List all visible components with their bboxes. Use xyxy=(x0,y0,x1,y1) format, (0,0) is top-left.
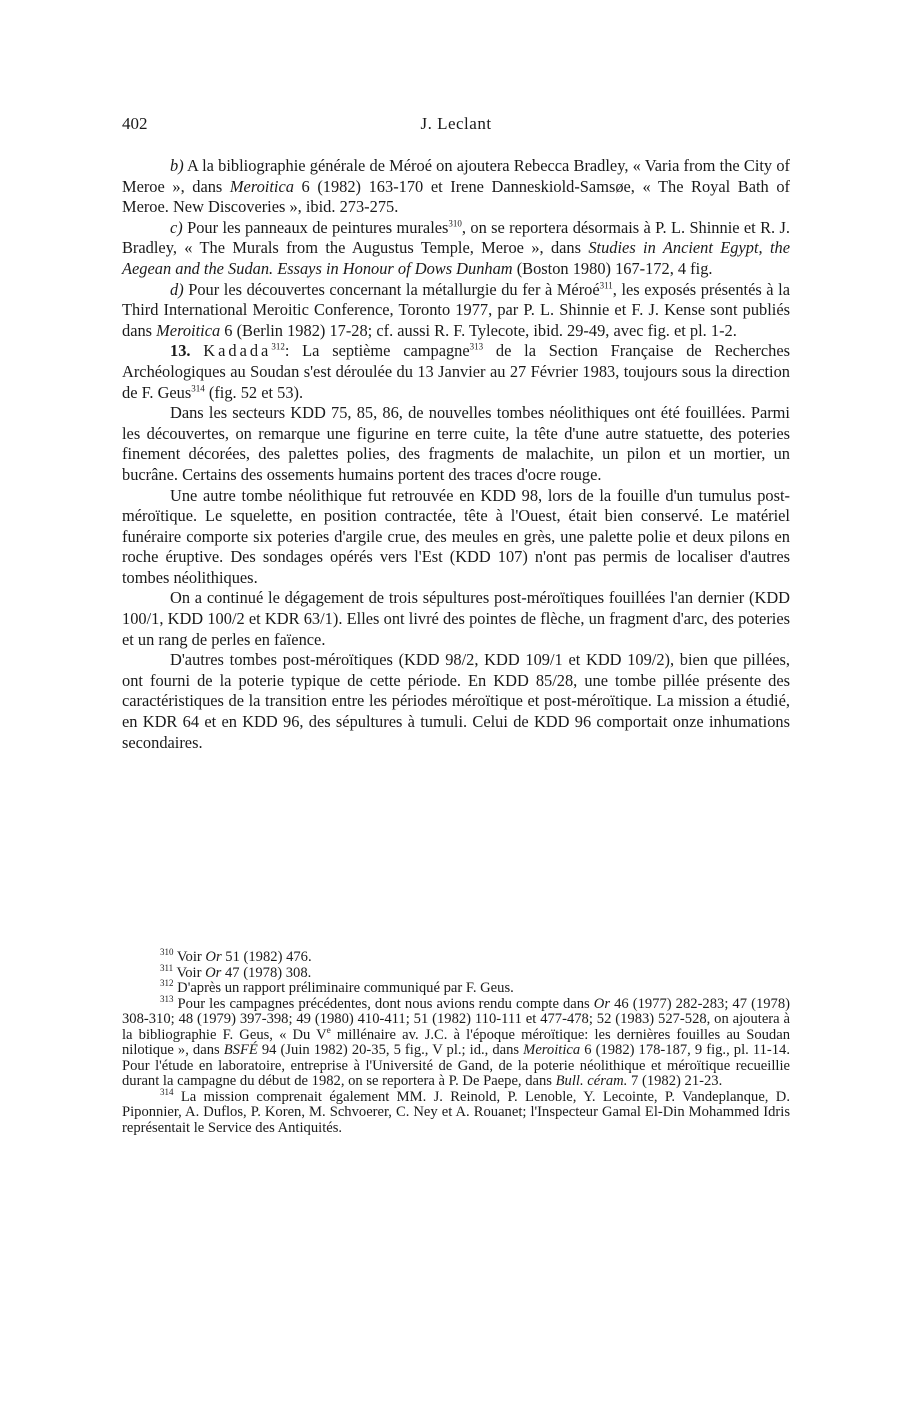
page-header xyxy=(122,114,790,138)
reference-mark: e xyxy=(326,1024,331,1035)
text-run: 6 (1982) 163-170 et Irene Danneskiold-Samsøe, « The Royal Bath of Meroe. New Discoveries », ibid. 273-275. xyxy=(122,176,791,217)
text-run: (fig. 52 et 53). xyxy=(204,382,304,402)
paragraph xyxy=(122,156,790,218)
text-run: de la Section Française de Recherches Archéologiques au Soudan s'est déroulée du 13 Janvier au 27 Février 1983, toujours sous la direction de F. Geus xyxy=(122,341,791,402)
text-run: 6 (Berlin 1982) 17-28; cf. aussi R. F. Tylecote, ibid. 29-49, avec fig. et pl. 1-2. xyxy=(220,320,737,340)
text-run: 51 (1982) 476. xyxy=(221,949,312,965)
text-run: millénaire av. J.C. à l'époque méroïtique: les dernières fouilles au Soudan nilotique », dans xyxy=(122,1026,790,1058)
paragraph-label: b) xyxy=(170,156,184,175)
text-run: Pour les découvertes concernant la métallurgie du fer à Méroé xyxy=(183,279,600,299)
text-run: (Boston 1980) 167-172, 4 fig. xyxy=(512,258,713,278)
footnote xyxy=(122,947,790,966)
footnote xyxy=(122,962,790,982)
italic-text: BSFÉ xyxy=(223,1042,258,1058)
text-run: : La septième campagne xyxy=(284,341,470,361)
text-run: Voir xyxy=(173,964,206,981)
reference-mark: 311 xyxy=(599,280,613,291)
paragraph xyxy=(122,588,790,650)
footnote-number: 314 xyxy=(160,1086,174,1097)
section-number: 13. xyxy=(170,341,204,361)
page-number: 402 xyxy=(122,114,148,133)
reference-mark: 313 xyxy=(469,341,484,352)
text-run: Dans les secteurs KDD 75, 85, 86, de nouvelles tombes néolithiques ont été fouillées. Parmi les découvertes, on remarque une figurine en terre cuite, la tête d'une autre statuette, des poteries finement décorées, des palettes polies, des fragments de malachite, un pilon et un mortier, un bucrâne. Certains des ossements humains portent des traces d'ocre rouge. xyxy=(122,403,790,484)
body-text xyxy=(122,156,790,753)
italic-text: Or xyxy=(593,995,611,1012)
text-run: A la bibliographie générale de Méroé on ajoutera Rebecca Bradley, « Varia from the City of Meroe », dans xyxy=(122,156,790,196)
paragraph xyxy=(122,403,790,485)
paragraph xyxy=(122,650,790,753)
paragraph-label: d) xyxy=(170,279,184,299)
text-run: Pour les campagnes précédentes, dont nous avions rendu compte dans xyxy=(173,995,594,1012)
running-head: J. Leclant xyxy=(420,114,492,133)
text-run: D'après un rapport préliminaire communiqué par F. Geus. xyxy=(173,980,514,996)
text-run: , on se reportera désormais à P. L. Shinnie et R. J. Bradley, « The Murals from the Augustus Temple, Meroe », dans xyxy=(122,217,790,258)
text-run: 47 (1978) 308. xyxy=(221,964,312,981)
italic-text: Meroitica xyxy=(229,176,294,196)
text-run: 94 (Juin 1982) 20-35, 5 fig., V pl.; id., dans xyxy=(257,1042,524,1058)
italic-text: Bull. céram. xyxy=(555,1073,628,1089)
footnote-number: 313 xyxy=(160,993,174,1004)
reference-mark: 310 xyxy=(448,218,462,229)
text-run: D'autres tombes post-méroïtiques (KDD 98/2, KDD 109/1 et KDD 109/2), bien que pillées, ont fourni de la poterie typique de cette période. En KDD 85/28, une tombe pillée présente des caractéristiques de la transition entre les périodes méroïtique et post-méroïtique. La mission a étudié, en KDR 64 et en KDD 96, des sépultures à tumuli. Celui de KDD 96 comportait onze inhumations secondaires. xyxy=(122,650,790,752)
paragraph xyxy=(122,280,790,342)
reference-mark: 312 xyxy=(271,341,285,352)
text-run: 46 (1977) 282-283; 47 (1978) 308-310; 48 (1979) 397-398; 49 (1980) 410-411; 51 (1982) 110-111 et 477-478; 52 (1983) 527-528, on ajoutera à la bibliographie F. Geus, « Du V xyxy=(122,995,790,1043)
italic-text: Studies in Ancient Egypt, the Aegean and the Sudan. Essays in Honour of Dows Dunham xyxy=(122,238,790,278)
italic-text: Meroitica xyxy=(523,1042,581,1058)
text-run: Pour les panneaux de peintures murales xyxy=(182,217,449,237)
text-run: Voir xyxy=(173,949,206,965)
text-run: Une autre tombe néolithique fut retrouvée en KDD 98, lors de la fouille d'un tumulus post-méroïtique. Le squelette, en position contractée, tête à l'Ouest, était bien conservé. Le matériel funéraire comporte six poteries d'argile crue, des meules en grès, une palette polie et deux pilons en roche éruptive. Des sondages opérés vers l'Est (KDD 107) n'ont pas permis de localiser d'autres tombes néolithiques. xyxy=(122,485,790,587)
footnote-number: 310 xyxy=(160,947,174,958)
italic-text: Or xyxy=(205,964,222,981)
footnote-number: 312 xyxy=(160,978,174,989)
text-run: , les exposés présentés à la Third International Meroitic Conference, Toronto 1977, par P. L. Shinnie et F. J. Kense sont publiés dans xyxy=(122,279,790,340)
paragraph xyxy=(122,218,790,280)
italic-text: Or xyxy=(205,949,222,965)
text-run: 7 (1982) 21-23. xyxy=(627,1073,723,1089)
paragraph-label: c) xyxy=(170,217,183,237)
footnotes xyxy=(122,947,790,1136)
footnote xyxy=(122,1086,790,1137)
italic-text: Meroitica xyxy=(156,320,221,340)
site-name: Kadada xyxy=(203,341,272,361)
text-run: La mission comprenait également MM. J. Reinold, P. Lenoble, Y. Lecointe, P. Vandeplanque, D. Piponnier, A. Duflos, P. Koren, M. Schvoerer, C. Ney et A. Rouanet; l'Inspecteur Gamal El-Din Mohammed Idris représentait le Service des Antiquités. xyxy=(122,1088,790,1136)
footnote xyxy=(122,993,790,1090)
paragraph xyxy=(122,341,790,403)
footnote xyxy=(122,978,790,997)
text-run: On a continué le dégagement de trois sépultures post-méroïtiques fouillées l'an dernier (KDD 100/1, KDD 100/2 et KDR 63/1). Elles ont livré des pointes de flèche, un fragment d'arc, des poteries et un rang de perles en faïence. xyxy=(122,588,790,649)
paragraph xyxy=(122,486,790,589)
footnote-number: 311 xyxy=(160,962,174,973)
reference-mark: 314 xyxy=(191,383,205,394)
text-run: 6 (1982) 178-187, 9 fig., pl. 11-14. Pour l'étude en laboratoire, entreprise à l'Université de Gand, de la poterie néolithique et méroïtique recueillie durant la campagne du début de 1982, on se reportera à P. De Paepe, dans xyxy=(122,1042,790,1089)
